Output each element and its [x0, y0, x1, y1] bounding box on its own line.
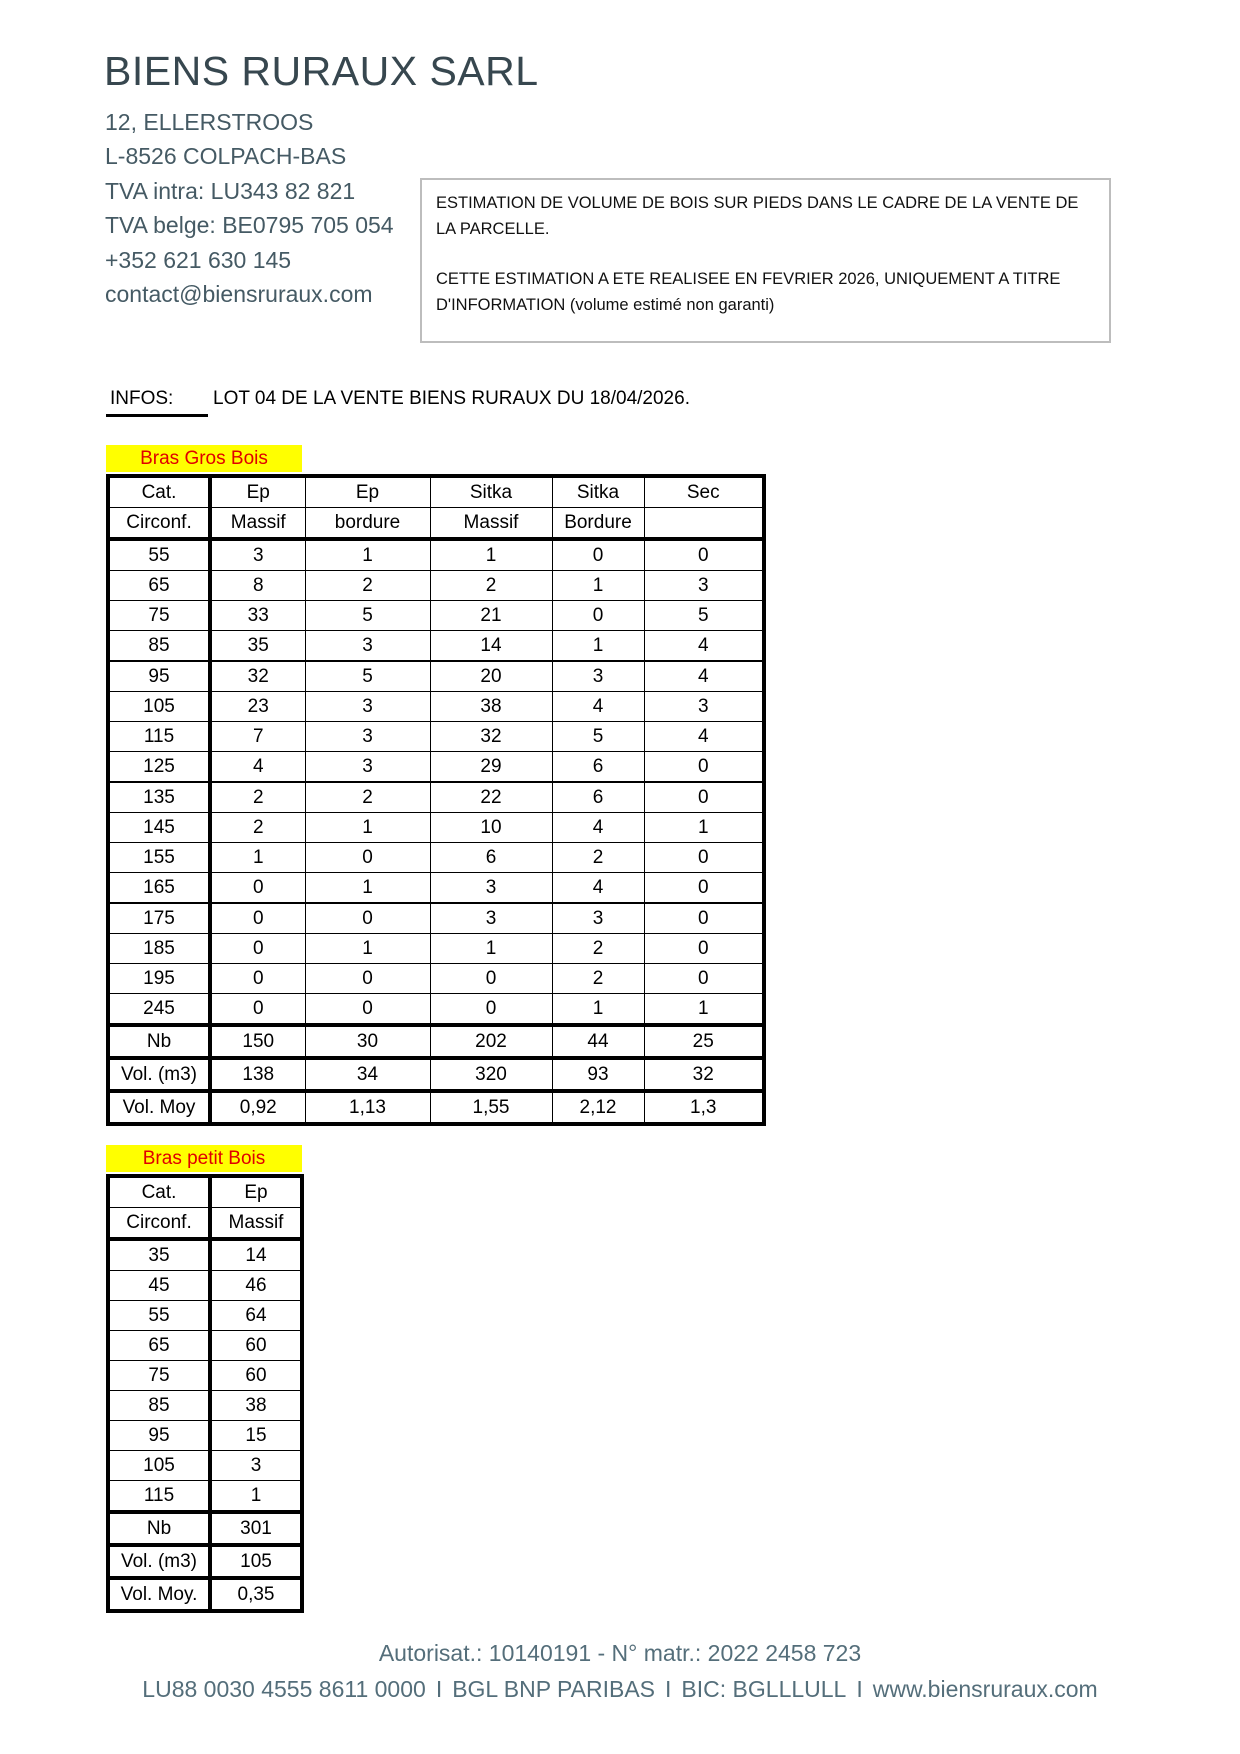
footer-iban: LU88 0030 4555 8611 0000	[142, 1676, 426, 1702]
value-cell: 0	[644, 903, 764, 934]
value-cell: 1	[305, 873, 430, 904]
row-label-cell: 135	[108, 782, 210, 813]
value-cell: 0	[644, 843, 764, 873]
row-label-cell: 35	[108, 1239, 210, 1271]
value-cell: 0	[305, 994, 430, 1026]
footer-bank-line	[0, 1676, 1240, 1703]
row-label-cell: Cat.	[108, 476, 210, 508]
row-label-cell: Vol. (m3)	[108, 1058, 210, 1091]
footer-website[interactable]: www.biensruraux.com	[872, 1676, 1098, 1702]
value-cell: Sitka	[552, 476, 644, 508]
table-row	[108, 1239, 302, 1271]
value-cell: 6	[430, 843, 552, 873]
value-cell: 60	[210, 1331, 302, 1361]
value-cell: 0	[644, 782, 764, 813]
value-cell: 30	[305, 1025, 430, 1058]
row-label-cell: 55	[108, 539, 210, 571]
row-label-cell: 105	[108, 692, 210, 722]
value-cell: 105	[210, 1545, 302, 1578]
table-row	[108, 903, 764, 934]
row-label-cell: 175	[108, 903, 210, 934]
notice-paragraph-2: CETTE ESTIMATION A ETE REALISEE EN FEVRIER 2026, UNIQUEMENT A TITRE D'INFORMATION (volume estimé non garanti)	[436, 270, 1061, 314]
value-cell: 15	[210, 1421, 302, 1451]
row-label-cell: Vol. Moy.	[108, 1578, 210, 1611]
value-cell: 0	[210, 934, 305, 964]
table-row	[108, 964, 764, 994]
table-row	[108, 934, 764, 964]
value-cell: 4	[552, 813, 644, 843]
value-cell: 4	[644, 631, 764, 662]
value-cell: 5	[644, 601, 764, 631]
summary-row	[108, 1512, 302, 1545]
value-cell: 6	[552, 752, 644, 783]
section-label-gros-bois: Bras Gros Bois	[106, 445, 302, 472]
value-cell: 7	[210, 722, 305, 752]
value-cell: 3	[430, 903, 552, 934]
value-cell: 93	[552, 1058, 644, 1091]
value-cell: 301	[210, 1512, 302, 1545]
row-label-cell: 165	[108, 873, 210, 904]
petit-bois-table	[106, 1174, 304, 1613]
row-label-cell: 115	[108, 1481, 210, 1513]
value-cell: 1	[210, 843, 305, 873]
summary-row	[108, 1578, 302, 1611]
value-cell: 32	[644, 1058, 764, 1091]
value-cell: 1	[430, 934, 552, 964]
value-cell: 32	[210, 661, 305, 692]
row-label-cell: Circonf.	[108, 1208, 210, 1240]
row-label-cell: 65	[108, 1331, 210, 1361]
row-label-cell: 75	[108, 1361, 210, 1391]
value-cell: 3	[305, 722, 430, 752]
row-label-cell: 55	[108, 1301, 210, 1331]
value-cell: Sitka	[430, 476, 552, 508]
table-row	[108, 1301, 302, 1331]
value-cell: 60	[210, 1361, 302, 1391]
value-cell: 33	[210, 601, 305, 631]
value-cell: 0	[210, 903, 305, 934]
value-cell: 2,12	[552, 1091, 644, 1124]
row-label-cell: 195	[108, 964, 210, 994]
address-street: 12, ELLERSTROOS	[105, 109, 314, 135]
row-label-cell: Cat.	[108, 1176, 210, 1208]
row-label-cell: 85	[108, 631, 210, 662]
value-cell: 35	[210, 631, 305, 662]
value-cell: 0	[210, 873, 305, 904]
row-label-cell: Nb	[108, 1025, 210, 1058]
table-row	[108, 539, 764, 571]
value-cell: 10	[430, 813, 552, 843]
value-cell: 21	[430, 601, 552, 631]
row-label-cell: 145	[108, 813, 210, 843]
value-cell: 1	[552, 994, 644, 1026]
value-cell: 3	[552, 661, 644, 692]
table-row	[108, 843, 764, 873]
value-cell: 64	[210, 1301, 302, 1331]
value-cell: 4	[552, 692, 644, 722]
value-cell: 1	[644, 813, 764, 843]
table-row	[108, 1421, 302, 1451]
value-cell: Massif	[210, 508, 305, 540]
value-cell: 2	[552, 843, 644, 873]
value-cell: 2	[552, 934, 644, 964]
value-cell: 2	[430, 571, 552, 601]
summary-row	[108, 1545, 302, 1578]
row-label-cell: 65	[108, 571, 210, 601]
row-label-cell: Vol. (m3)	[108, 1545, 210, 1578]
table-row	[108, 1361, 302, 1391]
value-cell: 3	[552, 903, 644, 934]
value-cell: 5	[305, 601, 430, 631]
value-cell: 8	[210, 571, 305, 601]
footer-bic: BIC: BGLLLULL	[681, 1676, 847, 1702]
value-cell: 202	[430, 1025, 552, 1058]
row-label-cell: 75	[108, 601, 210, 631]
value-cell: 23	[210, 692, 305, 722]
value-cell: 0	[210, 994, 305, 1026]
footer-separator: I	[435, 1676, 443, 1702]
value-cell: 3	[430, 873, 552, 904]
value-cell: 6	[552, 782, 644, 813]
value-cell: 32	[430, 722, 552, 752]
footer-separator: I	[665, 1676, 672, 1702]
row-label-cell: 95	[108, 1421, 210, 1451]
value-cell: 0	[552, 601, 644, 631]
value-cell: 46	[210, 1271, 302, 1301]
value-cell: 320	[430, 1058, 552, 1091]
table-row	[108, 994, 764, 1026]
value-cell: 3	[305, 631, 430, 662]
value-cell: Ep	[210, 1176, 302, 1208]
summary-row	[108, 1058, 764, 1091]
value-cell: 25	[644, 1025, 764, 1058]
value-cell: 1	[552, 571, 644, 601]
value-cell: 2	[210, 782, 305, 813]
row-label-cell: Circonf.	[108, 508, 210, 540]
table-row	[108, 1451, 302, 1481]
value-cell: Ep	[305, 476, 430, 508]
value-cell: 1	[305, 934, 430, 964]
notice-paragraph-1: ESTIMATION DE VOLUME DE BOIS SUR PIEDS DANS LE CADRE DE LA VENTE DE LA PARCELLE.	[436, 194, 1079, 238]
value-cell: 3	[210, 539, 305, 571]
value-cell: Massif	[210, 1208, 302, 1240]
footer-separator: I	[856, 1676, 863, 1702]
value-cell: 1	[552, 631, 644, 662]
infos-text: LOT 04 DE LA VENTE BIENS RURAUX DU 18/04/2026.	[213, 388, 690, 409]
value-cell: 0	[210, 964, 305, 994]
row-label-cell: 155	[108, 843, 210, 873]
table-row	[108, 601, 764, 631]
value-cell: 14	[430, 631, 552, 662]
value-cell: 0	[644, 752, 764, 783]
gros-bois-table	[106, 474, 766, 1126]
value-cell: 2	[210, 813, 305, 843]
value-cell: Sec	[644, 476, 764, 508]
header-row	[108, 1208, 302, 1240]
row-label-cell: 185	[108, 934, 210, 964]
row-label-cell: 115	[108, 722, 210, 752]
table-row	[108, 722, 764, 752]
value-cell: 138	[210, 1058, 305, 1091]
row-label-cell: Vol. Moy	[108, 1091, 210, 1124]
header-row	[108, 476, 764, 508]
value-cell: 4	[210, 752, 305, 783]
table-row	[108, 1391, 302, 1421]
value-cell: 38	[430, 692, 552, 722]
value-cell: 0	[305, 903, 430, 934]
value-cell: 38	[210, 1391, 302, 1421]
table-row	[108, 782, 764, 813]
value-cell: 29	[430, 752, 552, 783]
value-cell: 4	[644, 722, 764, 752]
value-cell: 3	[644, 692, 764, 722]
value-cell: 22	[430, 782, 552, 813]
row-label-cell: 125	[108, 752, 210, 783]
value-cell: 20	[430, 661, 552, 692]
value-cell: Massif	[430, 508, 552, 540]
table-row	[108, 631, 764, 662]
address-city: L-8526 COLPACH-BAS	[105, 143, 347, 169]
value-cell: 0	[430, 964, 552, 994]
row-label-cell: 105	[108, 1451, 210, 1481]
value-cell: 0	[552, 539, 644, 571]
value-cell: 0,92	[210, 1091, 305, 1124]
company-name: BIENS RURAUX SARL	[104, 48, 539, 94]
value-cell: 1	[305, 539, 430, 571]
value-cell: 1,3	[644, 1091, 764, 1124]
table-row	[108, 1481, 302, 1513]
value-cell: 3	[305, 752, 430, 783]
value-cell: 2	[552, 964, 644, 994]
row-label-cell: Nb	[108, 1512, 210, 1545]
value-cell: 0	[644, 873, 764, 904]
value-cell: 1,13	[305, 1091, 430, 1124]
value-cell: Ep	[210, 476, 305, 508]
value-cell: 1	[305, 813, 430, 843]
header-row	[108, 1176, 302, 1208]
table-row	[108, 1271, 302, 1301]
value-cell: 150	[210, 1025, 305, 1058]
table-row	[108, 571, 764, 601]
value-cell: 0	[644, 539, 764, 571]
value-cell: 1	[644, 994, 764, 1026]
value-cell: 4	[552, 873, 644, 904]
value-cell: 5	[305, 661, 430, 692]
value-cell: 3	[305, 692, 430, 722]
value-cell: 1	[210, 1481, 302, 1513]
section-label-petit-bois: Bras petit Bois	[106, 1145, 302, 1172]
infos-underline	[106, 414, 208, 417]
value-cell: 0	[644, 934, 764, 964]
value-cell: 1	[430, 539, 552, 571]
value-cell: 3	[644, 571, 764, 601]
infos-label: INFOS:	[110, 388, 174, 409]
table-row	[108, 752, 764, 783]
value-cell: 1,55	[430, 1091, 552, 1124]
summary-row	[108, 1025, 764, 1058]
value-cell: bordure	[305, 508, 430, 540]
value-cell	[644, 508, 764, 540]
row-label-cell: 95	[108, 661, 210, 692]
footer-bank: BGL BNP PARIBAS	[452, 1676, 656, 1702]
table-row	[108, 1331, 302, 1361]
header-row	[108, 508, 764, 540]
vat-belgian: TVA belge: BE0795 705 054	[105, 212, 394, 238]
table-row	[108, 661, 764, 692]
summary-row	[108, 1091, 764, 1124]
footer-authorisation: Autorisat.: 10140191 - N° matr.: 2022 2458 723	[378, 1640, 862, 1666]
phone-number: +352 621 630 145	[105, 247, 292, 273]
value-cell: 34	[305, 1058, 430, 1091]
row-label-cell: 45	[108, 1271, 210, 1301]
row-label-cell: 245	[108, 994, 210, 1026]
value-cell: 14	[210, 1239, 302, 1271]
value-cell: 3	[210, 1451, 302, 1481]
value-cell: 44	[552, 1025, 644, 1058]
value-cell: 4	[644, 661, 764, 692]
value-cell: 0,35	[210, 1578, 302, 1611]
table-row	[108, 692, 764, 722]
row-label-cell: 85	[108, 1391, 210, 1421]
table-row	[108, 813, 764, 843]
value-cell: 5	[552, 722, 644, 752]
value-cell: 2	[305, 571, 430, 601]
table-row	[108, 873, 764, 904]
email-link[interactable]: contact@biensruraux.com	[105, 281, 373, 307]
value-cell: 0	[430, 994, 552, 1026]
value-cell: 0	[305, 843, 430, 873]
value-cell: 0	[305, 964, 430, 994]
value-cell: 0	[644, 964, 764, 994]
vat-intra: TVA intra: LU343 82 821	[105, 178, 356, 204]
notice-box	[420, 178, 1111, 343]
value-cell: Bordure	[552, 508, 644, 540]
value-cell: 2	[305, 782, 430, 813]
